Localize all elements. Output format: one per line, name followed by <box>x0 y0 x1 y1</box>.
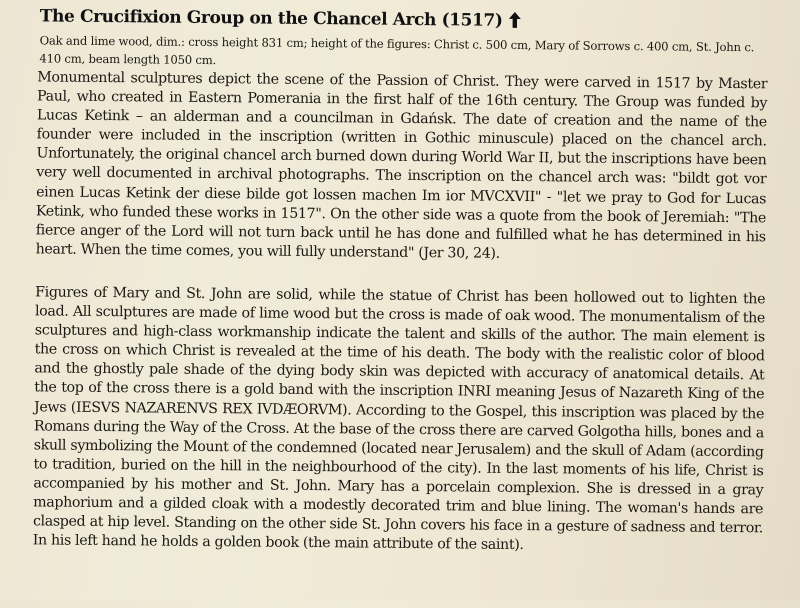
description-paragraph-1: Monumental sculptures depict the scene of the Passion of Christ. They were carved in 1517 by Master Paul, who created in Eastern Pomerania in the first half of the 16th century. The Group was funded by Lucas Ketink – an alderman and a councilman in Gdańsk. The date of creation and the name of the founder were included in the inscription (written in Gothic minuscule) placed on the chancel arch. Unfortunately, the original chancel arch burned down during World War II, but the inscriptions have been very well documented in archival photographs. The inscription on the chancel arch was: "bildt got vor einen Lucas Ketink der diese bilde got lossen machen Im ior MVCXVII" - "let we pray to God for Lucas Ketink, who funded these works in 1517". On the other side was a quote from the book of Jeremiah: "The fierce anger of the Lord will not turn back until he has done and fulfilled what he has determined in his heart. When the time comes, you will fully understand" (Jer 30, 24). <box>35 69 768 262</box>
description-paragraph-2: Figures of Mary and St. John are solid, while the statue of Christ has been hollowed out to lighten the load. All sculptures are made of lime wood but the cross is made of oak wood. The monumentalism of the sculptures and high-class workmanship indicate the talent and skills of the author. The main element is the cross on which Christ is revealed at the time of his death. The body with the realistic color of blood and the ghostly pale shade of the dying body skin was depicted with accuracy of anatomical details. At the top of the cross there is a gold band with the inscription INRI meaning Jesus of Nazareth King of the Jews (IESVS NAZARENVS REX IVDÆORVM). According to the Gospel, this inscription was placed by the Romans during the Way of the Cross. At the base of the cross there are carved Golgotha hills, bones and a skull symbolizing the Mount of the condemned (located near Jerusalem) and the skull of Adam (according to tradition, buried on the hill in the neighbourhood of the city). In the last moments of his life, Christ is accompanied by his mother and St. John. Mary has a porcelain complexion. She is dressed in a gray maphorium and a gilded cloak with a modestly decorated trim and blue lining. The woman's hands are clasped at hip level. Standing on the other side St. John covers his face in a gesture of sadness and terror. In his left hand he holds a golden book (the main attribute of the saint). <box>32 284 766 554</box>
arrow-up-icon <box>508 12 520 33</box>
panel-title <box>40 6 521 33</box>
panel-title-text: The Crucifixion Group on the Chancel Arch (1517) <box>39 6 503 31</box>
dimensions-text: Oak and lime wood, dim.: cross height 831 cm; height of the figures: Christ c. 500 cm, Mary of Sorrows c. 400 cm, St. John c. 410 cm, beam length 1050 cm. <box>39 33 755 67</box>
